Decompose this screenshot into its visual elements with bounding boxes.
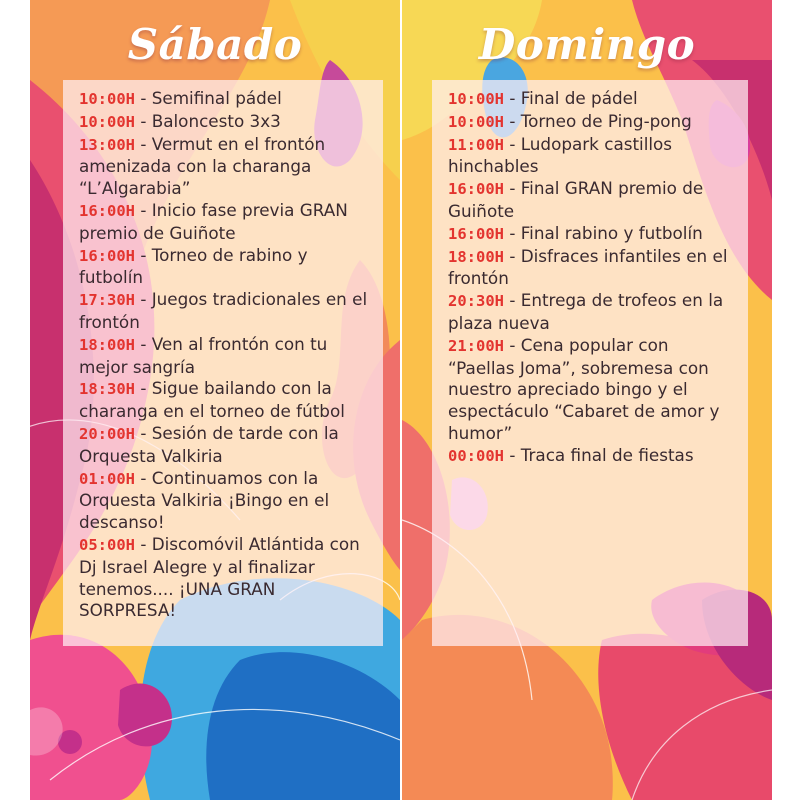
event-description: - Discomóvil Atlántida con Dj Israel Alegre y al finalizar tenemos.... ¡UNA GRAN SORPRESA! xyxy=(79,533,360,621)
event-description: - Sigue bailando con la charanga en el torneo de fútbol xyxy=(79,378,345,422)
sunday-event-list xyxy=(432,80,748,468)
event-description: - Torneo de Ping-pong xyxy=(504,110,692,131)
schedule-event xyxy=(79,111,375,134)
event-time: 01:00H xyxy=(79,469,135,488)
schedule-event xyxy=(448,246,740,291)
schedule-event xyxy=(448,111,740,134)
event-time: 17:30H xyxy=(79,291,135,310)
event-time: 10:00H xyxy=(448,90,504,108)
event-time: 16:00H xyxy=(448,224,504,243)
event-time: 20:00H xyxy=(79,424,135,443)
schedule-event xyxy=(79,468,375,534)
event-time: 16:00H xyxy=(79,246,135,265)
event-description: - Final GRAN premio de Guiñote xyxy=(448,178,704,221)
schedule-event xyxy=(79,245,375,290)
event-description: - Final de pádel xyxy=(504,88,638,108)
event-time: 10:00H xyxy=(448,112,504,131)
event-description: - Sesión de tarde con la Orquesta Valkiria xyxy=(79,422,339,466)
event-description: - Cena popular con “Paellas Joma”, sobremesa con nuestro apreciado bingo y el espectáculo “Cabaret de amor y humor” xyxy=(448,334,720,443)
schedule-event xyxy=(79,289,375,334)
schedule-event xyxy=(448,134,740,179)
event-time: 05:00H xyxy=(79,535,135,554)
event-time: 10:00H xyxy=(79,112,135,131)
schedule-event xyxy=(448,290,740,335)
sunday-title: Domingo xyxy=(478,20,696,69)
event-time: 18:30H xyxy=(79,380,135,399)
event-description: - Disfraces infantiles en el frontón xyxy=(448,245,728,289)
event-time: 18:00H xyxy=(448,247,504,266)
sunday-panel xyxy=(402,0,772,800)
event-description: - Final rabino y futbolín xyxy=(504,222,703,243)
event-time: 16:00H xyxy=(79,201,135,220)
event-description: - Ludopark castillos hinchables xyxy=(448,133,673,177)
schedule-event xyxy=(79,134,375,200)
schedule-event xyxy=(448,223,740,246)
sunday-schedule-card xyxy=(432,80,748,646)
schedule-event xyxy=(448,88,740,111)
event-time: 16:00H xyxy=(448,180,504,199)
event-description: - Inicio fase previa GRAN premio de Guiñote xyxy=(79,199,348,243)
schedule-event xyxy=(79,378,375,423)
event-time: 20:30H xyxy=(448,292,504,311)
event-description: - Baloncesto 3x3 xyxy=(135,110,281,131)
saturday-event-list xyxy=(63,80,383,622)
event-description: - Traca final de fiestas xyxy=(504,444,694,465)
event-time: 21:00H xyxy=(448,336,504,355)
event-description: - Ven al frontón con tu mejor sangría xyxy=(79,333,328,377)
schedule-event xyxy=(79,423,375,468)
saturday-panel xyxy=(30,0,400,800)
saturday-schedule-card xyxy=(63,80,383,646)
event-time: 18:00H xyxy=(79,335,135,354)
event-description: - Continuamos con la Orquesta Valkiria ¡Bingo en el descanso! xyxy=(79,467,330,533)
event-description: - Semifinal pádel xyxy=(135,88,282,108)
event-description: - Entrega de trofeos en la plaza nueva xyxy=(448,290,724,333)
event-time: 11:00H xyxy=(448,135,504,154)
schedule-event xyxy=(448,178,740,223)
saturday-title: Sábado xyxy=(127,20,303,69)
schedule-event xyxy=(79,334,375,379)
event-time: 00:00H xyxy=(448,446,504,465)
schedule-event xyxy=(79,534,375,622)
schedule-event xyxy=(448,445,740,468)
event-description: - Torneo de rabino y futbolín xyxy=(79,244,308,288)
event-description: - Juegos tradicionales en el frontón xyxy=(79,289,368,332)
event-description: - Vermut en el frontón amenizada con la charanga “L’Algarabia” xyxy=(79,133,326,199)
schedule-event xyxy=(448,335,740,445)
event-time: 13:00H xyxy=(79,135,135,154)
event-time: 10:00H xyxy=(79,90,135,108)
schedule-event xyxy=(79,200,375,245)
schedule-event xyxy=(79,88,375,111)
